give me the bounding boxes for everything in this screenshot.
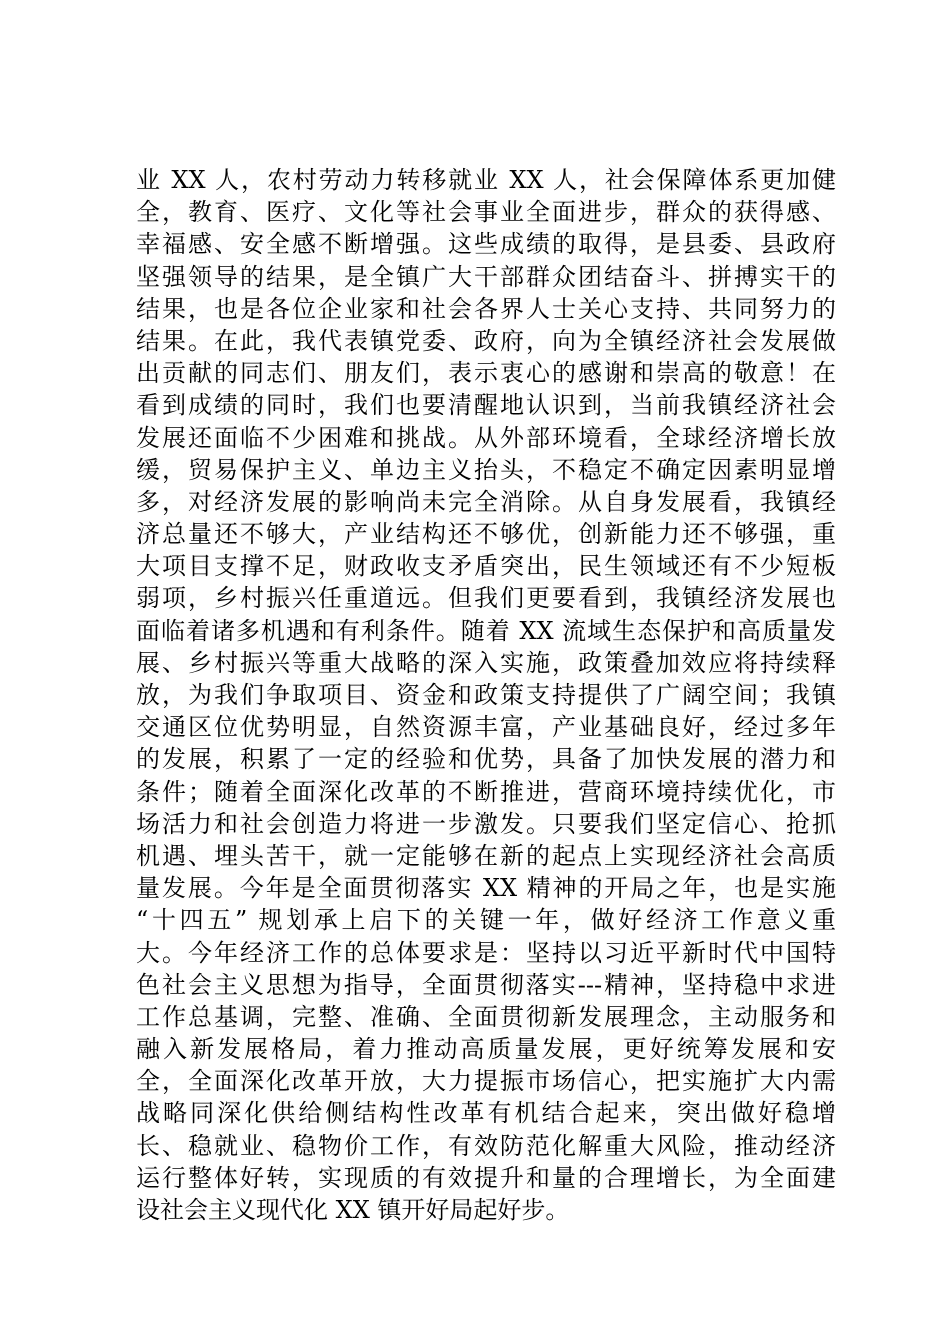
text-line: 结果。在此，我代表镇党委、政府，向为全镇经济社会发展做 [136,326,836,355]
text-line: 展、乡村振兴等重大战略的深入实施，政策叠加效应将持续释 [136,648,836,677]
body-paragraph [136,164,836,1226]
text-line: 看到成绩的同时，我们也要清醒地认识到，当前我镇经济社会 [136,391,836,420]
text-line: 结果，也是各位企业家和社会各界人士关心支持、共同努力的 [136,294,836,323]
text-line: 大。今年经济工作的总体要求是：坚持以习近平新时代中国特 [136,938,836,967]
text-line: 弱项，乡村振兴任重道远。但我们更要看到，我镇经济发展也 [136,584,836,613]
text-line: 色社会主义思想为指导，全面贯彻落实---精神，坚持稳中求进 [136,970,836,999]
text-line: 融入新发展格局，着力推动高质量发展，更好统筹发展和安 [136,1035,836,1064]
text-line: 多，对经济发展的影响尚未完全消除。从自身发展看，我镇经 [136,487,836,516]
text-line: 全，教育、医疗、文化等社会事业全面进步，群众的获得感、 [136,198,836,227]
text-line: 发展还面临不少困难和挑战。从外部环境看，全球经济增长放 [136,423,836,452]
text-line: 全，全面深化改革开放，大力提振市场信心，把实施扩大内需 [136,1067,836,1096]
text-line: 战略同深化供给侧结构性改革有机结合起来，突出做好稳增 [136,1099,836,1128]
text-line: 大项目支撑不足，财政收支矛盾突出，民生领域还有不少短板 [136,552,836,581]
text-line: 场活力和社会创造力将进一步激发。只要我们坚定信心、抢抓 [136,809,836,838]
text-line: 缓，贸易保护主义、单边主义抬头，不稳定不确定因素明显增 [136,455,836,484]
text-line: 机遇、埋头苦干，就一定能够在新的起点上实现经济社会高质 [136,841,836,870]
text-line: 面临着诸多机遇和有利条件。随着 XX 流域生态保护和高质量发 [136,616,836,645]
text-line: 放，为我们争取项目、资金和政策支持提供了广阔空间；我镇 [136,681,836,709]
text-line: “十四五” 规划承上启下的关键一年，做好经济工作意义重 [136,906,836,935]
text-line: 运行整体好转，实现质的有效提升和量的合理增长，为全面建 [136,1163,836,1192]
text-line: 量发展。今年是全面贯彻落实 XX 精神的开局之年，也是实施 [136,874,836,903]
text-line: 条件；随着全面深化改革的不断推进，营商环境持续优化，市 [136,777,836,806]
text-line: 长、稳就业、稳物价工作，有效防范化解重大风险，推动经济 [136,1131,836,1160]
text-line: 出贡献的同志们、朋友们，表示衷心的感谢和崇高的敬意！在 [136,359,836,388]
text-line: 交通区位优势明显，自然资源丰富，产业基础良好，经过多年 [136,713,836,742]
text-line: 设社会主义现代化 XX 镇开好局起好步。 [136,1196,570,1224]
text-line: 业 XX 人，农村劳动力转移就业 XX 人，社会保障体系更加健 [136,166,836,194]
text-line: 工作总基调，完整、准确、全面贯彻新发展理念，主动服务和 [136,1002,836,1031]
text-line: 的发展，积累了一定的经验和优势，具备了加快发展的潜力和 [136,745,836,774]
text-line: 幸福感、安全感不断增强。这些成绩的取得，是县委、县政府 [136,230,836,259]
text-line: 济总量还不够大，产业结构还不够优，创新能力还不够强，重 [136,520,836,549]
text-line: 坚强领导的结果，是全镇广大干部群众团结奋斗、拼搏实干的 [136,262,836,291]
